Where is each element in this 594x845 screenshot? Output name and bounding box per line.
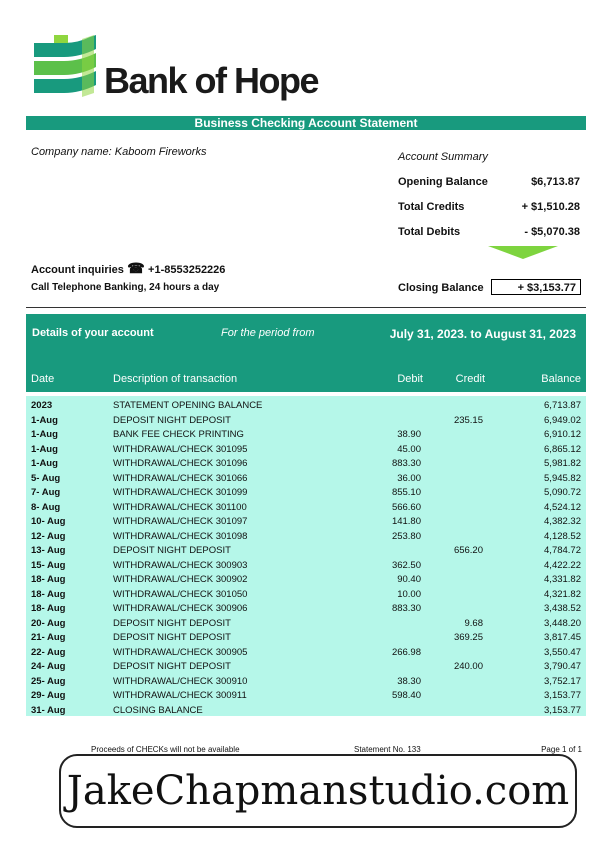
cell-date: 29- Aug (31, 690, 66, 701)
cell-description: DEPOSIT NIGHT DEPOSIT (113, 632, 231, 643)
table-row (26, 559, 586, 574)
table-row (26, 443, 586, 458)
cell-balance: 6,865.12 (544, 443, 581, 455)
cell-description: WITHDRAWAL/CHECK 300911 (113, 690, 247, 701)
cell-credit: 235.15 (453, 414, 483, 426)
cell-date: 13- Aug (31, 545, 66, 556)
table-row (26, 675, 586, 690)
cell-description: WITHDRAWAL/CHECK 301066 (113, 472, 248, 484)
opening-balance-value: $6,713.87 (531, 176, 580, 188)
cell-date: 1-Aug (31, 429, 58, 440)
table-row (26, 602, 586, 617)
col-header-description: Description of transaction (113, 373, 238, 385)
cell-balance: 3,153.77 (544, 690, 581, 701)
cell-date: 25- Aug (31, 675, 66, 687)
cell-credit: 9.68 (464, 617, 483, 629)
cell-balance: 3,790.47 (544, 661, 581, 672)
table-row (26, 414, 586, 429)
cell-balance: 3,752.17 (544, 675, 581, 687)
cell-date: 1-Aug (31, 414, 58, 426)
cell-credit: 240.00 (453, 661, 483, 672)
cell-balance: 4,784.72 (544, 545, 581, 556)
table-row (26, 646, 586, 661)
bank-name: Bank of Hope (104, 60, 319, 101)
cell-debit: 10.00 (397, 588, 421, 600)
cell-description: WITHDRAWAL/CHECK 301050 (113, 588, 248, 600)
col-header-credit: Credit (455, 373, 485, 385)
col-header-debit: Debit (397, 373, 423, 385)
total-debits-label: Total Debits (398, 226, 461, 238)
cell-debit: 45.00 (397, 443, 421, 455)
table-row (26, 399, 586, 414)
cell-debit: 253.80 (391, 530, 421, 542)
cell-date: 18- Aug (31, 588, 66, 600)
table-row (26, 428, 586, 443)
cell-description: BANK FEE CHECK PRINTING (113, 429, 244, 440)
statement-title: Business Checking Account Statement (26, 116, 586, 130)
cell-balance: 3,438.52 (544, 603, 581, 614)
bank-logo-icon (34, 35, 96, 97)
cell-date: 1-Aug (31, 443, 58, 455)
table-row (26, 660, 586, 675)
total-credits-value: + $1,510.28 (521, 201, 580, 213)
total-debits-value: - $5,070.38 (524, 226, 580, 238)
inquiries-phone[interactable]: +1-8553252226 (148, 264, 226, 276)
down-arrow-icon (488, 246, 558, 259)
cell-description: CLOSING BALANCE (113, 704, 203, 716)
cell-balance: 6,910.12 (544, 429, 581, 440)
table-row (26, 573, 586, 588)
cell-date: 31- Aug (31, 704, 66, 716)
cell-description: WITHDRAWAL/CHECK 301095 (113, 443, 248, 455)
cell-balance: 4,382.32 (544, 516, 581, 527)
cell-balance: 4,321.82 (544, 588, 581, 600)
cell-description: WITHDRAWAL/CHECK 301098 (113, 530, 248, 542)
table-row (26, 515, 586, 530)
divider (26, 307, 586, 308)
table-row (26, 486, 586, 501)
cell-description: DEPOSIT NIGHT DEPOSIT (113, 617, 231, 629)
cell-description: DEPOSIT NIGHT DEPOSIT (113, 414, 231, 426)
col-header-balance: Balance (541, 373, 581, 385)
cell-debit: 36.00 (397, 472, 421, 484)
cell-balance: 3,817.45 (544, 632, 581, 643)
telephone-banking-note: Call Telephone Banking, 24 hours a day (31, 282, 220, 293)
account-inquiries (31, 260, 225, 277)
cell-description: WITHDRAWAL/CHECK 300906 (113, 603, 248, 614)
table-row (26, 689, 586, 704)
cell-balance: 6,949.02 (544, 414, 581, 426)
cell-balance: 5,090.72 (544, 487, 581, 498)
cell-description: WITHDRAWAL/CHECK 300910 (113, 675, 248, 687)
cell-debit: 598.40 (391, 690, 421, 701)
table-row (26, 704, 586, 719)
cell-description: DEPOSIT NIGHT DEPOSIT (113, 545, 231, 556)
page-number: Page 1 of 1 (541, 745, 582, 754)
watermark-text: JakeChapmanstudio.com (66, 768, 570, 814)
table-row (26, 501, 586, 516)
cell-date: 5- Aug (31, 472, 61, 484)
total-credits-label: Total Credits (398, 201, 465, 213)
opening-balance-label: Opening Balance (398, 176, 488, 188)
table-row (26, 617, 586, 632)
cell-debit: 266.98 (391, 646, 421, 658)
cell-date: 1-Aug (31, 458, 58, 469)
cell-description: WITHDRAWAL/CHECK 301096 (113, 458, 248, 469)
table-row (26, 631, 586, 646)
cell-debit: 883.30 (391, 603, 421, 614)
footer-note: Proceeds of CHECKs will not be available (91, 745, 240, 754)
cell-balance: 3,448.20 (544, 617, 581, 629)
cell-date: 20- Aug (31, 617, 66, 629)
cell-balance: 4,331.82 (544, 574, 581, 585)
period-range: July 31, 2023. to August 31, 2023 (389, 327, 576, 341)
cell-description: WITHDRAWAL/CHECK 301099 (113, 487, 248, 498)
table-row (26, 588, 586, 603)
col-header-date: Date (31, 373, 55, 385)
cell-date: 24- Aug (31, 661, 66, 672)
transactions-table (26, 396, 586, 716)
cell-description: DEPOSIT NIGHT DEPOSIT (113, 661, 231, 672)
table-row (26, 472, 586, 487)
cell-balance: 3,550.47 (544, 646, 581, 658)
period-label: For the period from (221, 327, 315, 339)
cell-date: 10- Aug (31, 516, 66, 527)
cell-date: 15- Aug (31, 559, 66, 571)
closing-balance-label: Closing Balance (398, 282, 484, 294)
cell-date: 22- Aug (31, 646, 66, 658)
cell-credit: 369.25 (453, 632, 483, 643)
cell-debit: 362.50 (391, 559, 421, 571)
cell-date: 12- Aug (31, 530, 66, 542)
cell-debit: 38.30 (397, 675, 421, 687)
cell-date: 8- Aug (31, 501, 61, 513)
cell-balance: 5,945.82 (544, 472, 581, 484)
cell-balance: 3,153.77 (544, 704, 581, 716)
cell-debit: 38.90 (397, 429, 421, 440)
cell-balance: 4,128.52 (544, 530, 581, 542)
statement-number: Statement No. 133 (354, 745, 421, 754)
cell-debit: 90.40 (397, 574, 421, 585)
closing-balance-value: + $3,153.77 (491, 279, 581, 295)
cell-balance: 4,422.22 (544, 559, 581, 571)
cell-debit: 883.30 (391, 458, 421, 469)
cell-balance: 4,524.12 (544, 501, 581, 513)
cell-description: WITHDRAWAL/CHECK 300905 (113, 646, 248, 658)
cell-credit: 656.20 (453, 545, 483, 556)
table-row (26, 457, 586, 472)
cell-description: WITHDRAWAL/CHECK 301100 (113, 501, 247, 513)
cell-date: 18- Aug (31, 603, 66, 614)
company-name: Company name: Kaboom Fireworks (31, 146, 207, 158)
cell-date: 18- Aug (31, 574, 66, 585)
cell-date: 21- Aug (31, 632, 66, 643)
cell-date: 2023 (31, 400, 53, 411)
cell-balance: 6,713.87 (544, 400, 581, 411)
cell-debit: 855.10 (391, 487, 421, 498)
cell-description: WITHDRAWAL/CHECK 300902 (113, 574, 248, 585)
telephone-icon: ☎ (127, 260, 145, 276)
details-title: Details of your account (32, 327, 154, 339)
cell-balance: 5,981.82 (544, 458, 581, 469)
cell-date: 7- Aug (31, 487, 61, 498)
account-inquiries-label: Account inquiries (31, 264, 124, 276)
cell-debit: 141.80 (391, 516, 421, 527)
cell-debit: 566.60 (391, 501, 421, 513)
details-header (26, 314, 586, 392)
table-row (26, 544, 586, 559)
account-summary-title: Account Summary (398, 151, 488, 163)
table-row (26, 530, 586, 545)
cell-description: WITHDRAWAL/CHECK 300903 (113, 559, 248, 571)
cell-description: WITHDRAWAL/CHECK 301097 (113, 516, 248, 527)
cell-description: STATEMENT OPENING BALANCE (113, 400, 263, 411)
